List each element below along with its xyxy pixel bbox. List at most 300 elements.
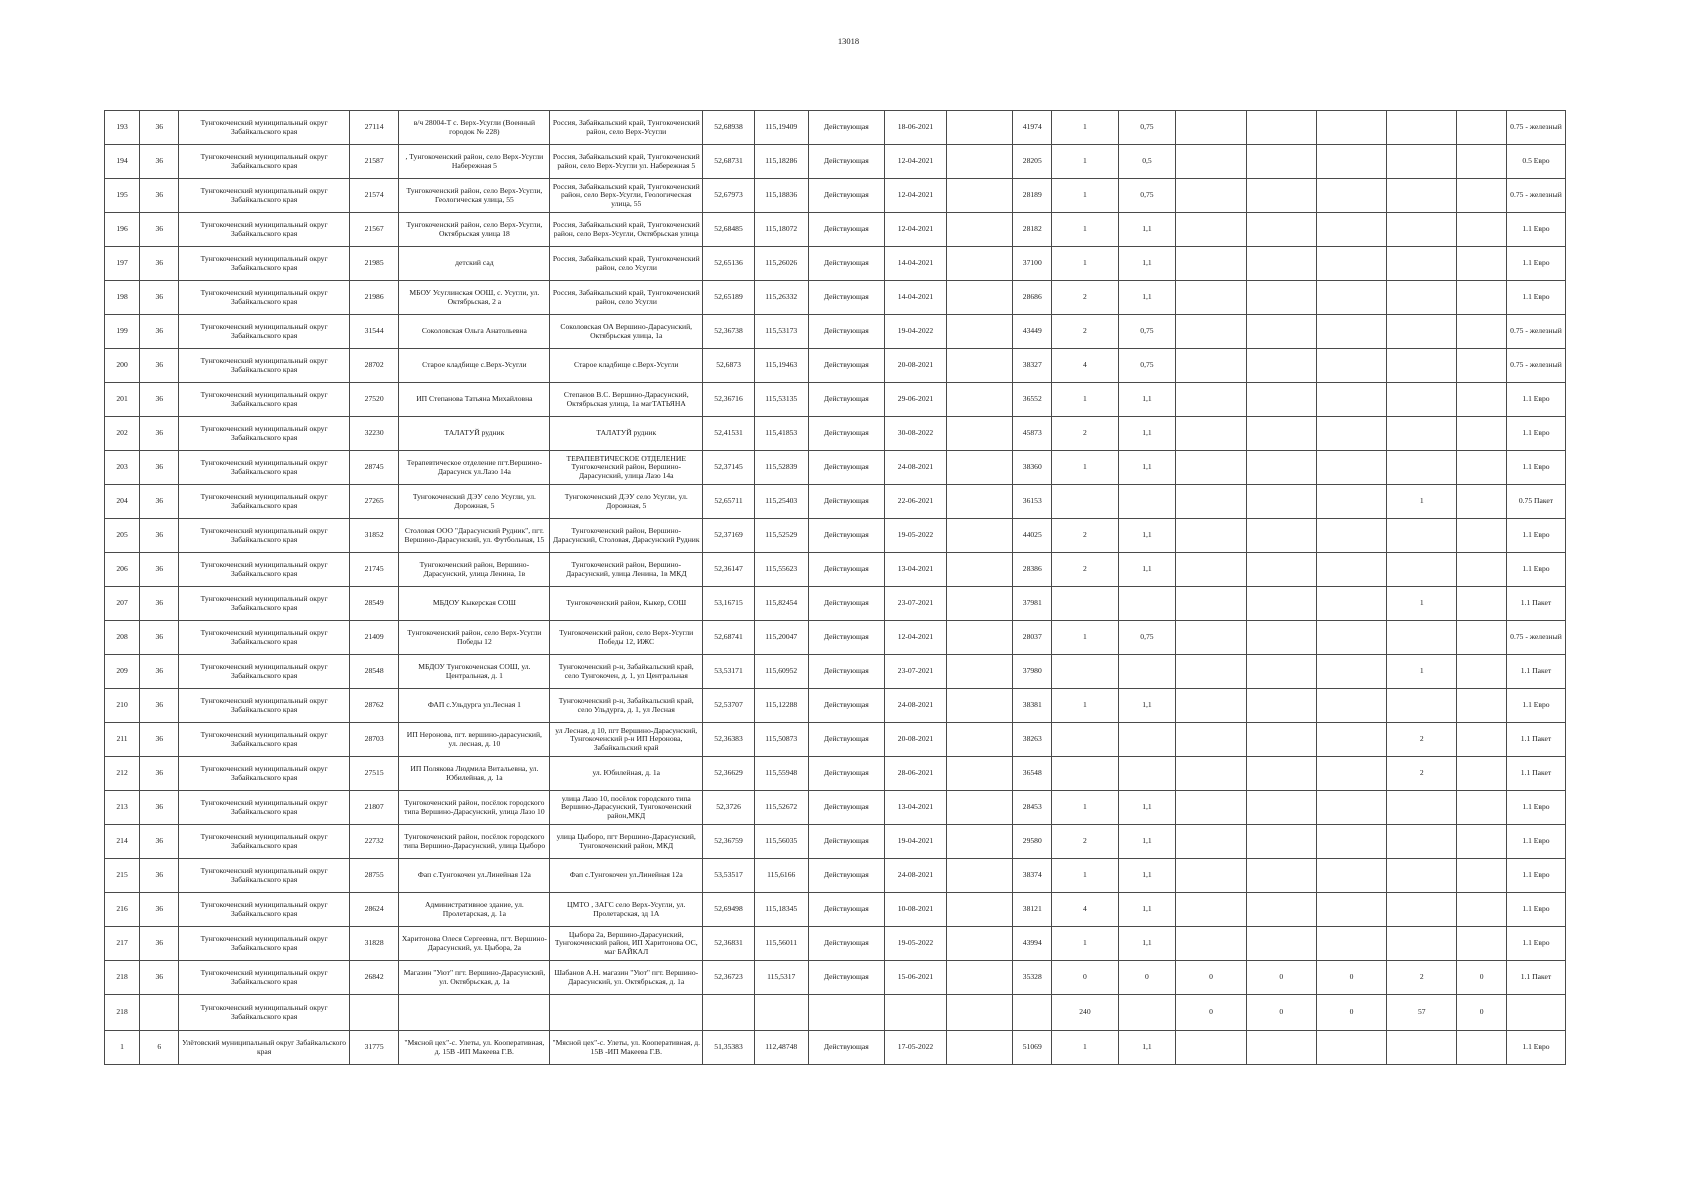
table-cell: 12-04-2021 [885, 621, 947, 655]
table-cell: 24-08-2021 [885, 689, 947, 723]
table-cell: Тунгокоченский муниципальный округ Забайкальского края [179, 485, 349, 519]
table-row [105, 179, 1566, 213]
table-cell: 2 [1052, 553, 1118, 587]
table-cell [1176, 383, 1246, 417]
table-cell: 38374 [1013, 859, 1052, 893]
registry-body [105, 111, 1566, 1065]
table-cell [1176, 485, 1246, 519]
table-cell [885, 995, 947, 1031]
table-cell: 115,18345 [754, 893, 808, 927]
table-cell: 37981 [1013, 587, 1052, 621]
table-cell: 12-04-2021 [885, 213, 947, 247]
table-cell: 205 [105, 519, 140, 553]
table-cell: 2 [1387, 961, 1457, 995]
table-row [105, 893, 1566, 927]
table-cell: Тунгокоченский муниципальный округ Забайкальского края [179, 553, 349, 587]
table-cell: 36 [140, 111, 179, 145]
table-cell: 207 [105, 587, 140, 621]
table-cell [1176, 621, 1246, 655]
table-cell [1316, 655, 1386, 689]
table-cell: 36 [140, 349, 179, 383]
table-cell: 19-05-2022 [885, 927, 947, 961]
table-cell: Старое кладбище с.Верх-Усугли [399, 349, 550, 383]
table-cell: 0,5 [1118, 145, 1176, 179]
table-row [105, 383, 1566, 417]
table-cell: детский сад [399, 247, 550, 281]
table-cell [1176, 757, 1246, 791]
table-cell: 19-05-2022 [885, 519, 947, 553]
table-cell: 36 [140, 315, 179, 349]
table-cell: 28182 [1013, 213, 1052, 247]
table-cell: 36 [140, 893, 179, 927]
table-cell: 2 [1052, 519, 1118, 553]
table-cell: Действующая [808, 961, 884, 995]
table-cell: 215 [105, 859, 140, 893]
table-cell: Россия, Забайкальский край, Тунгокоченский район, село Усугли [550, 247, 703, 281]
table-row [105, 825, 1566, 859]
table-cell: 0,75 [1118, 179, 1176, 213]
table-cell: 27520 [349, 383, 399, 417]
table-cell: Тунгокоченский муниципальный округ Забайкальского края [179, 111, 349, 145]
table-cell: 36153 [1013, 485, 1052, 519]
table-cell: Россия, Забайкальский край, Тунгокоченский район, село Верх-Усугли, Октябрьская улица [550, 213, 703, 247]
table-cell: 2 [1052, 315, 1118, 349]
table-cell: 37100 [1013, 247, 1052, 281]
table-cell [1387, 825, 1457, 859]
table-row [105, 247, 1566, 281]
table-cell [399, 995, 550, 1031]
table-cell: Тунгокоченский район, село Верх-Усугли Победы 12 [399, 621, 550, 655]
table-cell: 31828 [349, 927, 399, 961]
table-cell [1118, 995, 1176, 1031]
table-cell: 28386 [1013, 553, 1052, 587]
table-cell: 13-04-2021 [885, 791, 947, 825]
table-cell: 38327 [1013, 349, 1052, 383]
table-cell [1316, 791, 1386, 825]
table-cell [947, 961, 1013, 995]
table-cell [1052, 587, 1118, 621]
table-cell: 1.1 Евро [1506, 281, 1565, 315]
table-cell [1387, 111, 1457, 145]
table-cell: Тунгокоченский муниципальный округ Забайкальского края [179, 859, 349, 893]
table-cell [1387, 553, 1457, 587]
table-cell: Тунгокоченский муниципальный округ Забайкальского края [179, 417, 349, 451]
table-cell: 1.1 Евро [1506, 383, 1565, 417]
table-cell [1246, 417, 1316, 451]
table-cell [1316, 723, 1386, 757]
table-cell [947, 553, 1013, 587]
table-cell: Тунгокоченский район, посёлок городского типа Вершино-Дарасунский, улица Цыборо [399, 825, 550, 859]
table-cell [1246, 281, 1316, 315]
table-cell: Магазин "Уют" пгт. Вершино-Дарасунский, ул. Октябрьская, д. 1а [399, 961, 550, 995]
table-cell: Административное здание, ул. Пролетарская, д. 1а [399, 893, 550, 927]
table-cell: 4 [1052, 349, 1118, 383]
table-cell [1457, 179, 1507, 213]
table-cell: Тунгокоченский муниципальный округ Забайкальского края [179, 451, 349, 485]
table-cell [1387, 213, 1457, 247]
table-cell: 23-07-2021 [885, 655, 947, 689]
table-cell: 21986 [349, 281, 399, 315]
table-cell: 21807 [349, 791, 399, 825]
table-cell: 1.1 Евро [1506, 247, 1565, 281]
table-cell [1246, 145, 1316, 179]
table-cell: 212 [105, 757, 140, 791]
table-cell: 115,52839 [754, 451, 808, 485]
table-cell: 28037 [1013, 621, 1052, 655]
table-cell: 26842 [349, 961, 399, 995]
table-cell [1176, 417, 1246, 451]
table-cell: 115,18286 [754, 145, 808, 179]
table-cell [1176, 825, 1246, 859]
table-cell: 217 [105, 927, 140, 961]
table-cell: 0.75 - железный [1506, 111, 1565, 145]
table-cell: 115,5317 [754, 961, 808, 995]
table-cell [1246, 927, 1316, 961]
table-cell: 115,19409 [754, 111, 808, 145]
table-cell: 52,6873 [703, 349, 755, 383]
table-cell [947, 179, 1013, 213]
table-cell [1246, 859, 1316, 893]
table-cell: Тунгокоченский ДЭУ село Усугли, ул. Дорожная, 5 [399, 485, 550, 519]
table-cell [947, 281, 1013, 315]
table-cell: 36 [140, 179, 179, 213]
table-cell [1176, 247, 1246, 281]
table-cell: 195 [105, 179, 140, 213]
table-cell: 115,26026 [754, 247, 808, 281]
table-cell: 206 [105, 553, 140, 587]
table-cell: 0.75 - железный [1506, 315, 1565, 349]
table-cell [1316, 757, 1386, 791]
table-cell: Тунгокоченский муниципальный округ Забайкальского края [179, 961, 349, 995]
table-cell [1176, 723, 1246, 757]
table-cell: 0.75 - железный [1506, 179, 1565, 213]
table-cell: 30-08-2022 [885, 417, 947, 451]
table-row [105, 315, 1566, 349]
table-cell: Старое кладбище с.Верх-Усугли [550, 349, 703, 383]
table-cell: 12-04-2021 [885, 145, 947, 179]
table-cell: 36 [140, 655, 179, 689]
table-cell [1052, 485, 1118, 519]
table-cell: 115,41853 [754, 417, 808, 451]
table-cell: ФАП с.Ульдурга ул.Лесная 1 [399, 689, 550, 723]
table-cell [1176, 519, 1246, 553]
table-cell [1316, 689, 1386, 723]
table-cell: 36 [140, 825, 179, 859]
table-row [105, 859, 1566, 893]
table-cell [1316, 1031, 1386, 1065]
table-cell: 115,12288 [754, 689, 808, 723]
table-cell: 36 [140, 145, 179, 179]
table-cell: Действующая [808, 145, 884, 179]
table-cell: Тунгокоченский район, Вершино-Дарасунский, Столовая, Дарасунский Рудник [550, 519, 703, 553]
table-cell: , Тунгокоченский район, село Верх-Усугли Набережная 5 [399, 145, 550, 179]
table-cell: Действующая [808, 587, 884, 621]
table-cell: 0,75 [1118, 621, 1176, 655]
table-cell: 6 [140, 1031, 179, 1065]
table-cell [947, 995, 1013, 1031]
table-cell [1457, 791, 1507, 825]
table-cell: 1,1 [1118, 825, 1176, 859]
table-cell [947, 145, 1013, 179]
table-cell: 52,36383 [703, 723, 755, 757]
table-cell: 1.1 Евро [1506, 927, 1565, 961]
table-cell: 52,41531 [703, 417, 755, 451]
table-cell: Действующая [808, 417, 884, 451]
table-cell [1118, 655, 1176, 689]
table-cell [1176, 587, 1246, 621]
table-cell: 44025 [1013, 519, 1052, 553]
table-cell [1457, 145, 1507, 179]
table-cell [1316, 417, 1386, 451]
table-cell: 1 [1052, 1031, 1118, 1065]
table-cell [947, 757, 1013, 791]
table-cell: Тунгокоченский муниципальный округ Забайкальского края [179, 247, 349, 281]
table-cell: 1 [1052, 111, 1118, 145]
table-cell [1246, 553, 1316, 587]
table-cell: 36 [140, 451, 179, 485]
table-cell: 36 [140, 383, 179, 417]
table-cell [1176, 893, 1246, 927]
table-cell: 2 [1387, 723, 1457, 757]
table-cell: 29-06-2021 [885, 383, 947, 417]
table-row [105, 519, 1566, 553]
table-cell: 52,36723 [703, 961, 755, 995]
table-cell: 2 [1387, 757, 1457, 791]
table-cell: 10-08-2021 [885, 893, 947, 927]
table-cell: 28-06-2021 [885, 757, 947, 791]
table-cell [1457, 859, 1507, 893]
table-cell: 1.1 Евро [1506, 893, 1565, 927]
table-cell: 1 [1052, 213, 1118, 247]
table-cell: 36 [140, 757, 179, 791]
table-row [105, 145, 1566, 179]
table-cell [703, 995, 755, 1031]
table-cell: 21745 [349, 553, 399, 587]
table-cell: Фап с.Тунгокочен ул.Линейная 12а [550, 859, 703, 893]
table-cell [947, 315, 1013, 349]
table-cell [1457, 927, 1507, 961]
table-cell [947, 825, 1013, 859]
table-cell [1316, 145, 1386, 179]
table-cell: 52,3726 [703, 791, 755, 825]
table-cell: 204 [105, 485, 140, 519]
table-cell [1316, 315, 1386, 349]
table-cell: 115,53135 [754, 383, 808, 417]
table-cell: 37980 [1013, 655, 1052, 689]
table-cell [1246, 213, 1316, 247]
table-cell: 115,56011 [754, 927, 808, 961]
table-cell: 28548 [349, 655, 399, 689]
table-cell: 43994 [1013, 927, 1052, 961]
table-cell: 41974 [1013, 111, 1052, 145]
table-cell: Степанов В.С. Вершино-Дарасунский, Октябрьская улица, 1а магТАТЬЯНА [550, 383, 703, 417]
table-cell [1246, 689, 1316, 723]
table-cell: 213 [105, 791, 140, 825]
table-cell [1457, 247, 1507, 281]
table-cell: Действующая [808, 383, 884, 417]
table-cell: в/ч 28004-Т с. Верх-Усугли (Военный городок № 228) [399, 111, 550, 145]
table-cell [947, 587, 1013, 621]
table-cell: Действующая [808, 349, 884, 383]
table-cell: 27114 [349, 111, 399, 145]
table-cell [1176, 315, 1246, 349]
table-cell: Россия, Забайкальский край, Тунгокоченский район, село Усугли [550, 281, 703, 315]
table-cell: 196 [105, 213, 140, 247]
table-cell: Соколовская ОА Вершино-Дарасунский, Октябрьская улица, 1а [550, 315, 703, 349]
table-cell [1176, 655, 1246, 689]
table-cell [1506, 995, 1565, 1031]
table-cell: 21567 [349, 213, 399, 247]
table-cell: 1,1 [1118, 791, 1176, 825]
table-cell: Действующая [808, 281, 884, 315]
table-cell: 112,48748 [754, 1031, 808, 1065]
table-cell: улица Лазо 10, посёлок городского типа Вершино-Дарасунский, Тунгокоченский район,МКД [550, 791, 703, 825]
table-cell: 115,26332 [754, 281, 808, 315]
table-cell: Тунгокоченский муниципальный округ Забайкальского края [179, 621, 349, 655]
table-cell [947, 247, 1013, 281]
table-cell: 21409 [349, 621, 399, 655]
table-cell: 52,36716 [703, 383, 755, 417]
table-cell: 38360 [1013, 451, 1052, 485]
table-cell [1457, 451, 1507, 485]
table-cell: 1 [1052, 859, 1118, 893]
table-cell [1246, 825, 1316, 859]
table-cell: Тунгокоченский муниципальный округ Забайкальского края [179, 825, 349, 859]
table-cell [1457, 825, 1507, 859]
table-cell: Тунгокоченский муниципальный округ Забайкальского края [179, 995, 349, 1031]
table-cell: Действующая [808, 689, 884, 723]
table-cell: 0 [1316, 995, 1386, 1031]
table-row [105, 1031, 1566, 1065]
table-cell [1052, 757, 1118, 791]
table-cell: 52,36147 [703, 553, 755, 587]
table-cell [1316, 383, 1386, 417]
table-cell: Действующая [808, 621, 884, 655]
table-cell: 28702 [349, 349, 399, 383]
table-cell [1387, 519, 1457, 553]
table-cell: ул. Юбилейная, д. 1а [550, 757, 703, 791]
table-cell: 28205 [1013, 145, 1052, 179]
table-cell [1246, 791, 1316, 825]
table-cell: Тунгокоченский район, Вершино-Дарасунский, улица Ленина, 1в [399, 553, 550, 587]
table-cell: Тунгокоченский район, Вершино-Дарасунский, улица Ленина, 1в МКД [550, 553, 703, 587]
table-cell: 1.1 Пакет [1506, 587, 1565, 621]
table-cell [1118, 723, 1176, 757]
table-cell [1387, 689, 1457, 723]
table-cell [1316, 451, 1386, 485]
table-cell: 52,68938 [703, 111, 755, 145]
table-cell: 1 [1052, 689, 1118, 723]
table-cell: 1.1 Евро [1506, 213, 1565, 247]
table-cell: 36 [140, 723, 179, 757]
table-cell [1387, 621, 1457, 655]
table-cell: 2 [1052, 281, 1118, 315]
table-cell: 28686 [1013, 281, 1052, 315]
table-cell [947, 213, 1013, 247]
table-cell [947, 519, 1013, 553]
table-cell: 115,82454 [754, 587, 808, 621]
table-cell [1246, 655, 1316, 689]
table-cell [947, 893, 1013, 927]
table-cell: Соколовская Ольга Анатольевна [399, 315, 550, 349]
table-cell: Тунгокоченский муниципальный округ Забайкальского края [179, 383, 349, 417]
table-cell: 209 [105, 655, 140, 689]
table-cell [1176, 927, 1246, 961]
table-cell [1387, 1031, 1457, 1065]
table-cell: 36 [140, 927, 179, 961]
table-cell [947, 791, 1013, 825]
table-cell [140, 995, 179, 1031]
table-cell [1387, 791, 1457, 825]
table-cell [1052, 723, 1118, 757]
table-cell: 1.1 Пакет [1506, 757, 1565, 791]
table-cell [947, 451, 1013, 485]
table-cell: 115,50873 [754, 723, 808, 757]
table-cell [1387, 179, 1457, 213]
table-cell: 115,19463 [754, 349, 808, 383]
table-cell: 1 [1052, 791, 1118, 825]
table-cell: Фап с.Тунгокочен ул.Линейная 12а [399, 859, 550, 893]
table-cell: 36552 [1013, 383, 1052, 417]
table-cell: 28549 [349, 587, 399, 621]
table-cell: Тунгокоченский район, село Верх-Усугли, Геологическая улица, 55 [399, 179, 550, 213]
table-cell: Тунгокоченский район, село Верх-Усугли Победы 12, ИЖС [550, 621, 703, 655]
table-cell: Улётовский муниципальный округ Забайкальского края [179, 1031, 349, 1065]
table-cell: 36 [140, 791, 179, 825]
table-cell [1316, 247, 1386, 281]
table-cell [1246, 587, 1316, 621]
table-cell: 1,1 [1118, 417, 1176, 451]
table-cell: МБДОУ Кыкерская СОШ [399, 587, 550, 621]
table-cell: Тунгокоченский муниципальный округ Забайкальского края [179, 281, 349, 315]
table-cell [947, 927, 1013, 961]
table-cell: Терапевтическое отделение пгт.Вершино-Дарасунск ул.Лазо 14а [399, 451, 550, 485]
table-cell: МБДОУ Тунгокоченская СОШ, ул. Центральная, д. 1 [399, 655, 550, 689]
table-cell: 1.1 Евро [1506, 519, 1565, 553]
table-cell: Действующая [808, 927, 884, 961]
table-cell: 28755 [349, 859, 399, 893]
table-cell: 36 [140, 247, 179, 281]
table-cell: 1 [1387, 485, 1457, 519]
table-row [105, 689, 1566, 723]
table-cell: Действующая [808, 485, 884, 519]
table-cell: 1.1 Пакет [1506, 961, 1565, 995]
table-row [105, 553, 1566, 587]
table-cell: 52,65711 [703, 485, 755, 519]
table-cell: 12-04-2021 [885, 179, 947, 213]
table-cell: 1,1 [1118, 553, 1176, 587]
table-cell [947, 621, 1013, 655]
table-cell [1457, 383, 1507, 417]
table-cell: 115,6166 [754, 859, 808, 893]
table-cell: 35328 [1013, 961, 1052, 995]
table-cell: Россия, Забайкальский край, Тунгокоченский район, село Верх-Усугли [550, 111, 703, 145]
table-cell: 0 [1052, 961, 1118, 995]
table-cell: 15-06-2021 [885, 961, 947, 995]
table-cell: 23-07-2021 [885, 587, 947, 621]
table-cell [1316, 179, 1386, 213]
table-cell: 36 [140, 213, 179, 247]
table-cell: 38263 [1013, 723, 1052, 757]
table-cell [1176, 791, 1246, 825]
table-cell: 38121 [1013, 893, 1052, 927]
table-cell [1176, 213, 1246, 247]
table-cell: 32230 [349, 417, 399, 451]
table-cell: Действующая [808, 553, 884, 587]
table-cell: 52,68731 [703, 145, 755, 179]
table-cell [1387, 383, 1457, 417]
table-cell: 28453 [1013, 791, 1052, 825]
